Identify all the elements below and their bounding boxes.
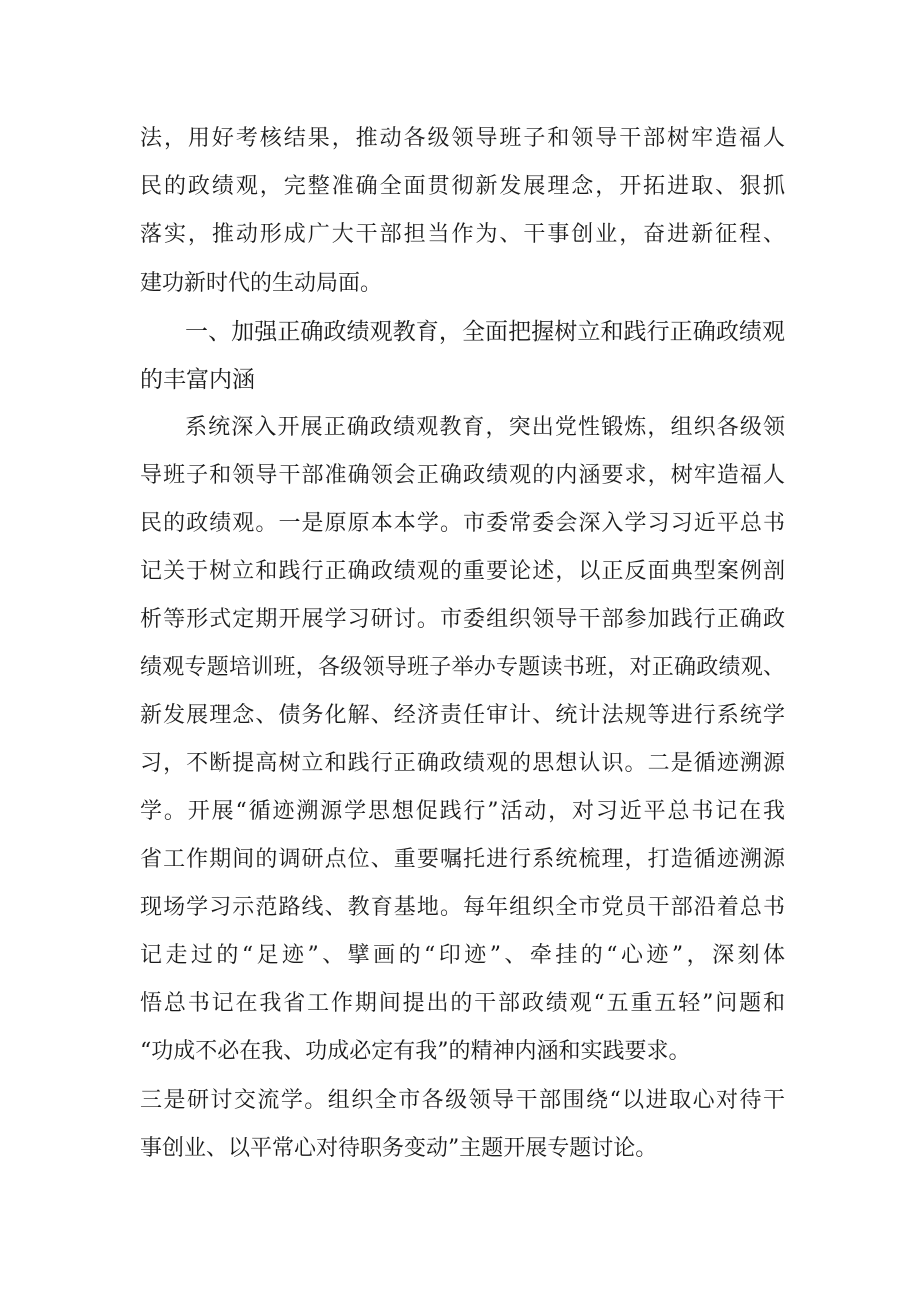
text-line: 现场学习示范路线、教育基地。每年组织全市党员干部沿着总书 bbox=[140, 895, 785, 920]
text-line: 析等形式定期开展学习研讨。市委组织领导干部参加践行正确政 bbox=[140, 607, 785, 632]
heading-line: 一、加强正确政绩观教育，全面把握树立和践行正确政绩观 bbox=[185, 319, 785, 345]
text-line: 绩观专题培训班，各级领导班子举办专题读书班，对正确政绩观、 bbox=[140, 655, 785, 680]
text-line: 系统深入开展正确政绩观教育，突出党性锻炼，组织各级领 bbox=[185, 415, 785, 440]
text-line: 习，不断提高树立和践行正确政绩观的思想认识。二是循迹溯源 bbox=[140, 751, 785, 776]
text-line: 记关于树立和践行正确政绩观的重要论述，以正反面典型案例剖 bbox=[140, 559, 785, 584]
text-line: 三是研讨交流学。组织全市各级领导干部围绕“以进取心对待干 bbox=[140, 1088, 785, 1113]
text-line: 记走过的“足迹”、擘画的“印迹”、牵挂的“心迹”，深刻体 bbox=[140, 943, 785, 968]
text-line: 学。开展“循迹溯源学思想促践行”活动，对习近平总书记在我 bbox=[140, 799, 785, 824]
text-line: 新发展理念、债务化解、经济责任审计、统计法规等进行系统学 bbox=[140, 703, 785, 728]
text-line: 导班子和领导干部准确领会正确政绩观的内涵要求，树牢造福人 bbox=[140, 463, 785, 488]
text-line: 民的政绩观。一是原原本本学。市委常委会深入学习习近平总书 bbox=[140, 511, 785, 536]
text-line: 事创业、以平常心对待职务变动”主题开展专题讨论。 bbox=[140, 1136, 658, 1161]
text-line: 法，用好考核结果，推动各级领导班子和领导干部树牢造福人 bbox=[140, 126, 785, 151]
text-line: 建功新时代的生动局面。 bbox=[140, 271, 383, 296]
text-line: “功成不必在我、功成必定有我”的精神内涵和实践要求。 bbox=[140, 1039, 691, 1064]
text-line: 民的政绩观，完整准确全面贯彻新发展理念，开拓进取、狠抓 bbox=[140, 174, 785, 199]
text-line: 落实，推动形成广大干部担当作为、干事创业，奋进新征程、 bbox=[140, 222, 785, 247]
text-line: 悟总书记在我省工作期间提出的干部政绩观“五重五轻”问题和 bbox=[140, 991, 785, 1016]
text-line: 省工作期间的调研点位、重要嘱托进行系统梳理，打造循迹溯源 bbox=[140, 847, 785, 872]
heading-line: 的丰富内涵 bbox=[140, 367, 255, 393]
